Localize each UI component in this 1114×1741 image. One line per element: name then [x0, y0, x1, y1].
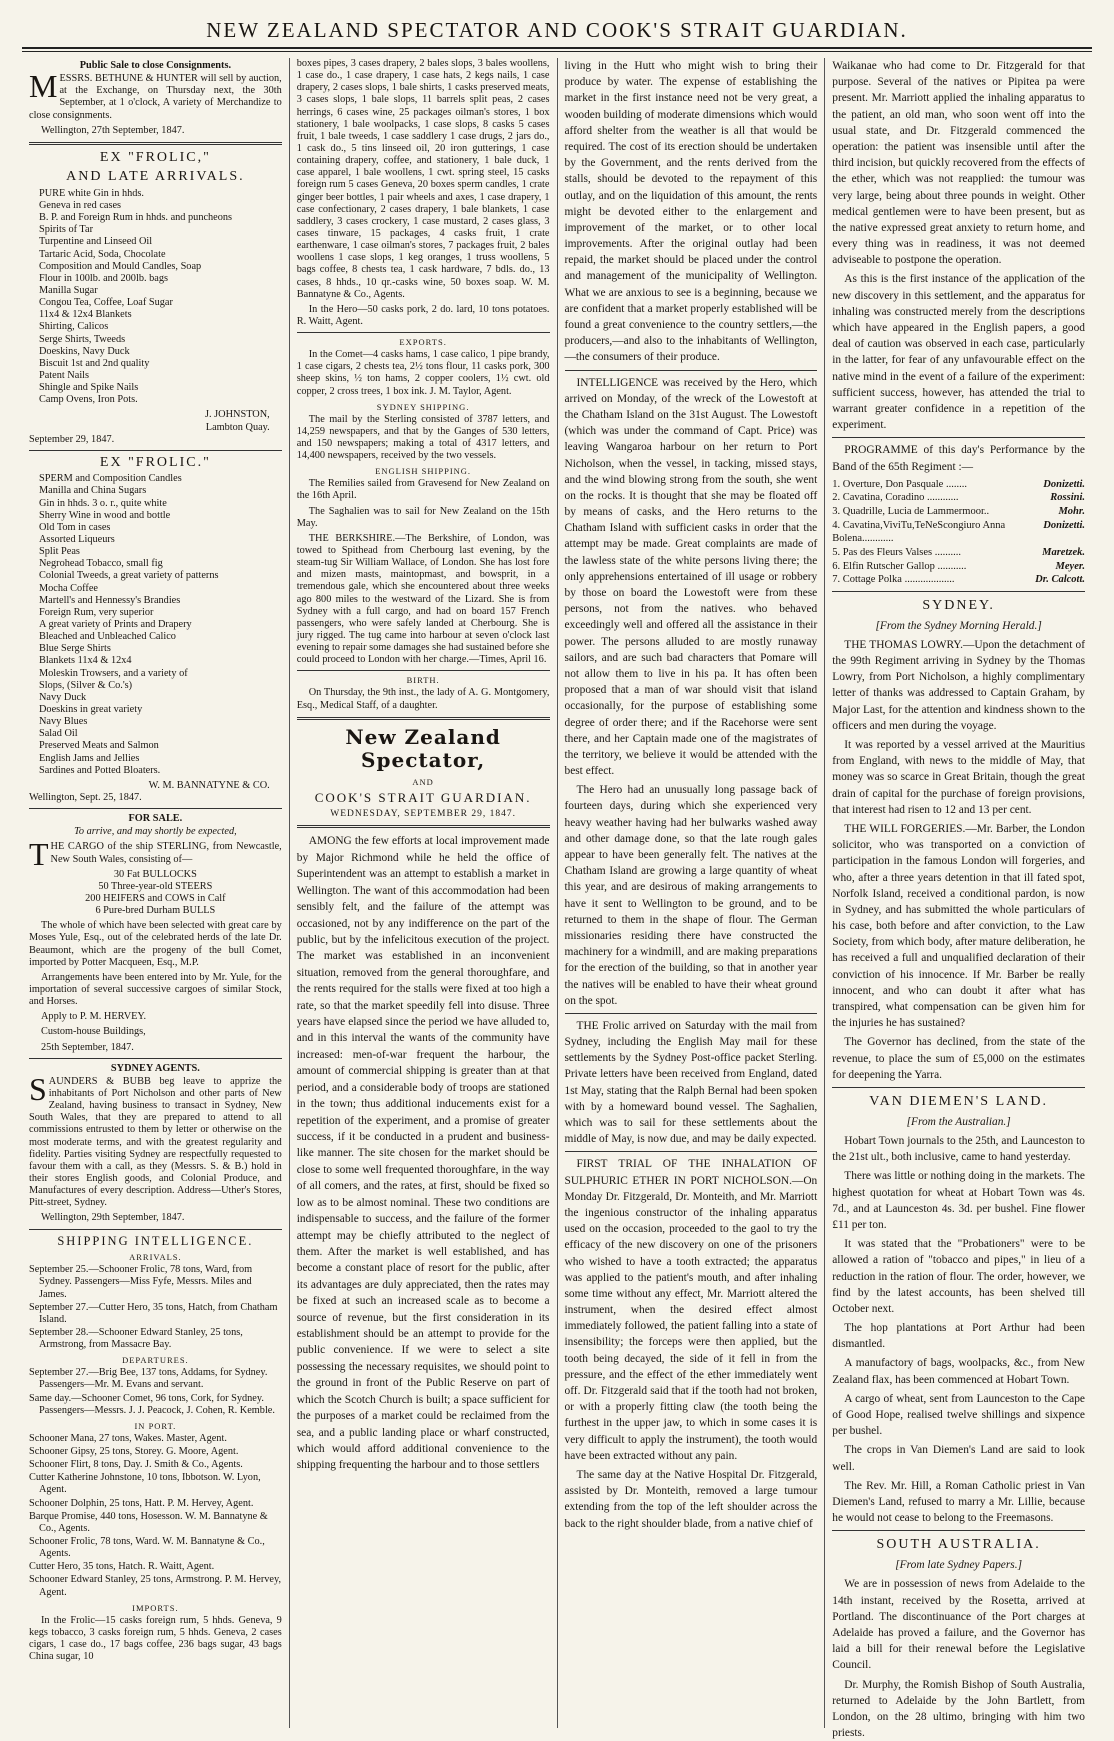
- forsale-date: 25th September, 1847.: [29, 1042, 282, 1054]
- list-item: Blue Serge Shirts: [39, 643, 282, 655]
- columns: [22, 58, 1092, 1728]
- list-item: Sardines and Potted Bloaters.: [39, 765, 282, 777]
- list-item: Manilla Sugar: [39, 285, 282, 297]
- vdl-p7: The crops in Van Diemen's Land are said to look well.: [832, 1442, 1085, 1474]
- sa-p2: Dr. Murphy, the Romish Bishop of South Australia, returned to Adelaide by the John Bartlett, from London, on the 28 ultimo, bringing with him two priests.: [832, 1677, 1085, 1741]
- list-item: Congou Tea, Coffee, Loaf Sugar: [39, 297, 282, 309]
- programme-item: 6. Elfin Rutscher Gallop ........... Meyer.: [832, 560, 1085, 574]
- forsale-location: Custom-house Buildings,: [29, 1026, 282, 1038]
- divider: [565, 1151, 818, 1152]
- shipping-entry: September 27.—Cutter Hero, 35 tons, Hatch, from Chatham Island.: [29, 1302, 282, 1326]
- list-item: Moleskin Trowsers, and a variety of: [39, 668, 282, 680]
- frolic1-subtitle: AND LATE ARRIVALS.: [29, 169, 282, 186]
- list-item: Split Peas: [39, 546, 282, 558]
- shipping-entry: Schooner Frolic, 78 tons, Ward. W. M. Bannatyne & Co., Agents.: [29, 1536, 282, 1560]
- sale-body: MESSRS. BETHUNE & HUNTER will sell by auction, at the Exchange, on Thursday next, the 30th September, at 1 o'clock, A variety of Merchandize to close consignments.: [29, 73, 282, 122]
- list-item: Bleached and Unbleached Calico: [39, 631, 282, 643]
- frolic1-list: [29, 188, 282, 407]
- english-shipping-title: ENGLISH SHIPPING.: [297, 466, 550, 476]
- list-item: Martell's and Hennessy's Brandies: [39, 595, 282, 607]
- sale-title: Public Sale to close Consignments.: [29, 60, 282, 72]
- frolic2-list: [29, 473, 282, 777]
- list-item: Foreign Rum, very superior: [39, 607, 282, 619]
- list-item: 50 Three-year-old STEERS: [29, 881, 282, 893]
- list-item: Tartaric Acid, Soda, Chocolate: [39, 249, 282, 261]
- frolic2-date: Wellington, Sept. 25, 1847.: [29, 792, 282, 804]
- sa-p1: We are in possession of news from Adelaide to the 14th instant, received by the Rosetta, arrived at Portland. The discontinuance of the Port charges at Adelaide has proved a failure, and the Governor has laid a bill for their renewal before the Legislative Council.: [832, 1576, 1085, 1673]
- english-shipping-p2: The Saghalien was to sail for New Zealand on the 15th May.: [297, 506, 550, 530]
- frolic1-signature: J. JOHNSTON,: [29, 409, 282, 421]
- lowestoft-wreck: INTELLIGENCE was received by the Hero, which arrived on Monday, of the wreck of the Lowestoft at the Chatham Island on the 31st August. The Lowestoft (which was under the command of Capt. Price) was leaving Wangaroa harbour on her return to Port Nicholson, when the vessel, in tacking, missed stays, and the wind blowing strong from the south, she went on the rocks. It is thought that she may be floated off by means of casks, and the Hero returns to the Chatham Island with sufficient casks in order that the attempt may be made. Great complaints are made of the lawless state of the white persons living there; the only apprehensions entertained of ill usage or robbery by those on board the Lowestoft were from these persons, not from the natives. who behaved exceedingly well and offered all the assistance in their power. The persons alluded to are mostly runaway sailors, and are such bad characters that Pomare will not allow them to live in his pa. It has often been proposed that a man of war should visit that island occasionally, for the purpose of establishing some degree of order there; and if the Racehorse were sent there, and her Captain made one of the magistrates of the territory, we believe it would be attended with the best effect.: [565, 375, 818, 780]
- list-item: 200 HEIFERS and COWS in Calf: [29, 893, 282, 905]
- agents-body: SAUNDERS & BUBB beg leave to apprize the inhabitants of Port Nicholson and other parts of New Zealand, having business to transact in Sydney, New South Wales, that they are prepared to attend to all commissions entrusted to them by letter or otherwise on the most moderate terms, and with the greatest regularity and fidelity. Parties visiting Sydney are respectfully requested to favour them with a call, as they (Messrs. S. & B.) hold in their stores English goods, and Colonial Produce, and Manufactures of every description. Address—Uther's Stores, Pitt-street, Sydney.: [29, 1076, 282, 1210]
- divider: [832, 1087, 1085, 1088]
- frolic-mail: THE Frolic arrived on Saturday with the mail from Sydney, including the English May mail for these settlements by the Sydney Post-office packet Sterling. Private letters have been received from England, dated 1st May, stating that the Ralph Bernal had been spoken with by a homeward bound vessel. The Saghalien, which was to sail for these settlements about the middle of May, is now due, and may be daily expected.: [565, 1018, 818, 1148]
- list-item: English Jams and Jellies: [39, 753, 282, 765]
- list-item: B. P. and Foreign Rum in hhds. and puncheons: [39, 212, 282, 224]
- list-item: Biscuit 1st and 2nd quality: [39, 358, 282, 370]
- sydney-shipping-title: SYDNEY SHIPPING.: [297, 402, 550, 412]
- list-item: SPERM and Composition Candles: [39, 473, 282, 485]
- list-item: Camp Ovens, Iron Pots.: [39, 394, 282, 406]
- list-item: PURE white Gin in hhds.: [39, 188, 282, 200]
- divider: [832, 437, 1085, 438]
- shipping-entry: Same day.—Schooner Comet, 96 tons, Cork, for Sydney. Passengers—Messrs. J. J. Peacock, J. Cohen, R. Kemble.: [29, 1393, 282, 1417]
- shipping-entry: September 28.—Schooner Edward Stanley, 25 tons, Armstrong, from Massacre Bay.: [29, 1327, 282, 1351]
- shipping-entry: September 25.—Schooner Frolic, 78 tons, Ward, from Sydney. Passengers—Miss Fyfe, Messrs. Miles and James.: [29, 1264, 282, 1300]
- shipping-entry: Cutter Hero, 35 tons, Hatch. R. Waitt, Agent.: [29, 1561, 282, 1573]
- imports-hero: In the Hero—50 casks pork, 2 do. lard, 10 tons potatoes. R. Waitt, Agent.: [297, 304, 550, 328]
- english-shipping-p3: THE BERKSHIRE.—The Berkshire, of London, was towed to Spithead from Cherbourg last evening, by the steam-tug Sir William Wallace, of London. She has lost fore and mizen masts, maintopmast, and bowsprit, in a tremendous gale, which she encountered about three weeks ago 800 miles to the westward of the Lizard. She is from Sydney with a full cargo, and had on board 157 French passengers, who were safely landed at Cherbourg. She is jury rigged. The tug came into harbour at seven o'clock last evening to repair some damages she had sustained before she could proceed to London with her charge.—Times, April 16.: [297, 533, 550, 667]
- forsale-list: [29, 869, 282, 918]
- vdl-p2: There was little or nothing doing in the markets. The highest quotation for wheat at Hobart Town was 4s. 7d., and at Launceston 4s. 3d. per bushel. Fine flower £11 per ton.: [832, 1168, 1085, 1233]
- divider: [29, 142, 282, 145]
- hero-passage: The Hero had an unusually long passage back of fourteen days, during which she experienced very heavy weather having had her bulwarks washed away and other damage done, so that the late rough gales appear to have been generally felt. The natives at the Chatham Island are growing a large quantity of wheat this year, and are desirous of making arrangements to have it sent to Wellington to be ground, and to be returned to them in the shape of flour. The German missionaries residing there have constructed the machinery for a windmill, and are making preparations for the erection of the building, so that in another year the natives will be enabled to have their wheat ground on the spot.: [565, 782, 818, 1009]
- vdl-p8: The Rev. Mr. Hill, a Roman Catholic priest in Van Diemen's Land, refused to marry a Mr. Lillie, because he would not cease to belong to the Freemasons.: [832, 1478, 1085, 1527]
- list-item: 11x4 & 12x4 Blankets: [39, 309, 282, 321]
- list-item: A great variety of Prints and Drapery: [39, 619, 282, 631]
- sydney-source: [From the Sydney Morning Herald.]: [832, 618, 1085, 634]
- forsale-body: THE CARGO of the ship STERLING, from Newcastle, New South Wales, consisting of—: [29, 841, 282, 865]
- vdl-p5: A manufactory of bags, woolpacks, &c., from New Zealand flax, has been commenced at Hobart Town.: [832, 1355, 1085, 1387]
- shipping-entry: Cutter Katherine Johnstone, 10 tons, Ibbotson. W. Lyon, Agent.: [29, 1472, 282, 1496]
- frolic1-date: September 29, 1847.: [29, 434, 282, 446]
- paper-and: AND: [297, 777, 550, 787]
- forsale-body2: The whole of which have been selected with great care by Moses Yule, Esq., out of the celebrated herds of the late Dr. Beaumont, which are the progeny of the bull Comet, imported by Potter Macqueen, Esq., M.P.: [29, 920, 282, 969]
- shipping-entry: Schooner Edward Stanley, 25 tons, Armstrong. P. M. Hervey, Agent.: [29, 1574, 282, 1598]
- list-item: Turpentine and Linseed Oil: [39, 236, 282, 248]
- shipping-entry: Schooner Flirt, 8 tons, Day. J. Smith & Co., Agents.: [29, 1459, 282, 1471]
- list-item: Composition and Mould Candles, Soap: [39, 261, 282, 273]
- column-4: [825, 58, 1092, 1728]
- shipping-entry: Schooner Mana, 27 tons, Wakes. Master, Agent.: [29, 1433, 282, 1445]
- vdl-p4: The hop plantations at Port Arthur had been dismantled.: [832, 1320, 1085, 1352]
- editorial-body: AMONG the few efforts at local improvement made by Major Richmond while he held the office of Superintendent was an attempt to establish a market in Wellington. The want of this accommodation had been sensibly felt, and the failure of the attempt was occasioned, not by any indifference on the part of the public, but by the infelicitous execution of the project. The market was established in an inconvenient situation, removed from the general thoroughfare, and the rents required for the stalls were fixed at too high a rate, so that the market speedily fell into disuse. Three years have elapsed since the period we have alluded to, and in this interval the wants of the community have increased: men-of-war frequent the harbour, the amount of commercial shipping is greater than at that period, and a considerable body of troops are stationed in the town; thus additional inducements exist for a repetition of the experiment, and a promise of greater success, if it be conducted in a prudent and business-like manner. The site chosen for the market should be close to some well frequented thoroughfare, in the way of all comers, and the rates, at first, should be fixed so low as to be almost nominal. These two conditions are indispensable to success, and the failure of the former attempt may be chiefly attributed to the neglect of them. After the market is well established, and has become a constant place of resort for the public, after its advantages are duly appreciated, then the rates may be fixed at such an increased scale as to become a source of revenue, but the first consideration in its establishment should be an attempt to provide for the public convenience. If we were to select a site possessing the necessary requisites, we should point to the ground in front of the Public Reserve on part of which the Scotch Church is built; a space sufficient for the purposes of a market could be reclaimed from the sea, and a public landing place or wharf constructed, which would afford additional convenience to the shipping frequenting the harbour and to those settlers: [297, 833, 550, 1473]
- exports-body: In the Comet—4 casks hams, 1 case calico, 1 pipe brandy, 1 case cigars, 2 chests tea, 2½ tons flour, 11 casks pork, 300 sheep skins, ½ ton hams, 2 copper coolers, 1½ cwt. old copper, 2 cross trees, 1 box ink. J. M. Taylor, Agent.: [297, 349, 550, 398]
- sydney-p3: THE WILL FORGERIES.—Mr. Barber, the London solicitor, who was transported on a conviction of participation in the famous London will forgeries, and who, after a three years detention in that ill fated spot, Norfolk Island, received a conditional pardon, is now in Sydney, and has submitted the whole particulars of his case, both before and after conviction, to the Law Society, from which body, after mature deliberation, he has received a full and unqualified declaration of their conviction of his innocence. If Mr. Barber be really innocent, and who can doubt it after what has transpired, what compensation can be given him for the injuries he has sustained?: [832, 821, 1085, 1031]
- list-item: Doeskins, Navy Duck: [39, 346, 282, 358]
- divider: [565, 370, 818, 371]
- list-item: Old Tom in cases: [39, 522, 282, 534]
- agents-title: SYDNEY AGENTS.: [29, 1063, 282, 1075]
- sydney-shipping-body: The mail by the Sterling consisted of 3787 letters, and 14,259 newspapers, and that by the Ganges of 530 letters, and 150 newspapers; making a total of 4317 letters, and 14,400 newspapers, received by the two vessels.: [297, 414, 550, 463]
- vdl-p1: Hobart Town journals to the 25th, and Launceston to the 21st ult., both inclusive, came to hand yesterday.: [832, 1133, 1085, 1165]
- forsale-subtitle: To arrive, and may shortly be expected,: [29, 826, 282, 838]
- sale-date: Wellington, 27th September, 1847.: [29, 125, 282, 137]
- frolic1-title: EX "FROLIC,": [29, 150, 282, 167]
- programme-item: 1. Overture, Don Pasquale ........ Donizetti.: [832, 478, 1085, 492]
- column-1: [22, 58, 290, 1728]
- frolic2-signature: W. M. BANNATYNE & CO.: [29, 780, 282, 792]
- list-item: Shirting, Calicos: [39, 321, 282, 333]
- vdl-p6: A cargo of wheat, sent from Launceston to the Cape of Good Hope, realised twelve shillings and sixpence per bushel.: [832, 1391, 1085, 1440]
- vdl-title: VAN DIEMEN'S LAND.: [832, 1092, 1085, 1112]
- programme-item: 2. Cavatina, Coradino ............ Rossini.: [832, 491, 1085, 505]
- list-item: Flour in 100lb. and 200lb. bags: [39, 273, 282, 285]
- divider: [297, 825, 550, 828]
- divider: [29, 450, 282, 451]
- native-hospital: The same day at the Native Hospital Dr. Fitzgerald, assisted by Dr. Monteith, removed a large tumour extending from the top of the left shoulder across the back to the right shoulder blade, from a native chief of: [565, 1467, 818, 1532]
- shipping-title: SHIPPING INTELLIGENCE.: [29, 1234, 282, 1249]
- inport-title: IN PORT.: [29, 1421, 282, 1431]
- column-3: [558, 58, 826, 1728]
- list-item: Colonial Tweeds, a great variety of patterns: [39, 570, 282, 582]
- departures-title: DEPARTURES.: [29, 1355, 282, 1365]
- divider: [29, 1229, 282, 1230]
- birth-title: BIRTH.: [297, 675, 550, 685]
- programme-list: [832, 478, 1085, 587]
- list-item: Serge Shirts, Tweeds: [39, 334, 282, 346]
- divider: [297, 717, 550, 720]
- operation-conclusion: As this is the first instance of the application of the new discovery in this settlement, and the apparatus for inhaling was constructed merely from the descriptions which have appeared in the English papers, a good deal of caution was observed in each case, particularly in the latter, for fear of any unfavourable effect on the native mind in the event of a failure of the experiment: sufficient success, however, has attended the trial to warrant greater confidence in a repetition of the experiment.: [832, 271, 1085, 433]
- forsale-title: FOR SALE.: [29, 813, 282, 825]
- list-item: Shingle and Spike Nails: [39, 382, 282, 394]
- imports-body: In the Frolic—15 casks foreign rum, 5 hhds. Geneva, 9 kegs tobacco, 3 casks foreign rum, 5 hhds. Geneva, 2 cases cigars, 1 case do., 17 bags coffee, 236 bags sugar, 43 bags China sugar, 10: [29, 1615, 282, 1664]
- shipping-entry: Schooner Dolphin, 25 tons, Hatt. P. M. Hervey, Agent.: [29, 1498, 282, 1510]
- exports-title: EXPORTS.: [297, 337, 550, 347]
- divider: [565, 1013, 818, 1014]
- list-item: Blankets 11x4 & 12x4: [39, 655, 282, 667]
- list-item: Assorted Liqueurs: [39, 534, 282, 546]
- list-item: Geneva in red cases: [39, 200, 282, 212]
- list-item: Patent Nails: [39, 370, 282, 382]
- birth-body: On Thursday, the 9th inst., the lady of A. G. Montgomery, Esq., Medical Staff, of a daughter.: [297, 687, 550, 711]
- editorial-continued: living in the Hutt who might wish to bring their produce by water. The expense of establishing the market in the first instance need not be very great, a wooden building of moderate dimensions which would afford shelter from the weather is all that would be required. The cost of its erection should be undertaken by the Government, and the rents derived from the stalls, should be devoted to the repayment of this outlay, and on the liquidation of this amount, the rents might be devoted either to the enlargement and improvement of the market, or to other local improvements. After the original outlay had been repaid, the market should be placed under the control and management of the municipality of Wellington. What we are anxious to see is a beginning, because we are confident that a market properly established will be found a great convenience to the country settlers,—the producers,—and also to the inhabitants of Wellington,—the consumers of their produce.: [565, 58, 818, 366]
- list-item: Negrohead Tobacco, small fig: [39, 558, 282, 570]
- imports-continued: boxes pipes, 3 cases drapery, 2 bales slops, 3 bales woollens, 1 case do., 1 case drapery, 1 case hats, 2 kegs nails, 1 case drapery, 2 cases slops, 1 bale shirts, 1 casks preserved meats, 3 cases slops, 1 bale slops, 11 barrels split peas, 2 cases herrings, 6 cases wine, 25 packages oilman's stores, 1 box stationery, 1 bale woolpacks, 1 case slops, 8 casks 5 cases fruit, 1 bale tweeds, 1 case saddlery 1 case drugs, 2 jars do., 1 cask do., 5 tins linseed oil, 20 iron gutterings, 1 case containing drapery, coffee, and stationery, 1 bale duck, 1 case apparel, 1 bale woollens, 1 cwt. spring steel, 15 casks foreign rum 5 cases Geneva, 20 boxes sperm candles, 1 crate ginger beer bottles, 1 pair wheels and axes, 1 case drapery, 1 case confectionary, 2 cases drapery, 1 bale blankets, 1 case saddlery, 3 cases crockery, 1 case mustard, 2 cases glass, 3 cases tinware, 15 packages, 4 casks fruit, 1 crate earthenware, 1 case oilman's stores, 7 packages fruit, 2 bales woollens 1 case slops, 1 keg oranges, 1 truss woollens, 5 bags coffee, 8 chests tea, 1 cask hardware, 7 bdls. do., 13 cases, 8 hhds., 10 qr.-casks wine, 50 boxes soap. W. M. Bannatyne & Co., Agents.: [297, 58, 550, 301]
- list-item: Manilla and China Sugars: [39, 485, 282, 497]
- agents-date: Wellington, 29th September, 1847.: [29, 1212, 282, 1224]
- sa-title: SOUTH AUSTRALIA.: [832, 1535, 1085, 1555]
- forsale-body3: Arrangements have been entered into by Mr. Yule, for the importation of several successive cargoes of similar Stock, and Horses.: [29, 972, 282, 1008]
- list-item: Slops, (Silver & Co.'s): [39, 680, 282, 692]
- list-item: Mocha Coffee: [39, 583, 282, 595]
- list-item: Doeskins in great variety: [39, 704, 282, 716]
- paper-date: WEDNESDAY, SEPTEMBER 29, 1847.: [297, 809, 550, 820]
- divider: [832, 591, 1085, 592]
- list-item: 6 Pure-bred Durham BULLS: [29, 905, 282, 917]
- sydney-p1: THE THOMAS LOWRY.—Upon the detachment of the 99th Regiment arriving in Sydney by the Thomas Lowry, from Port Nicholson, a highly complimentary letter of thanks was addressed to Captain Graham, by Major Last, for the attention and kindness shown to the officers and men during the voyage.: [832, 637, 1085, 734]
- programme-item: 5. Pas des Fleurs Valses .......... Maretzek.: [832, 546, 1085, 560]
- divider: [29, 808, 282, 809]
- shipping-entry: Schooner Gipsy, 25 tons, Storey. G. Moore, Agent.: [29, 1446, 282, 1458]
- paper-title: New Zealand Spectator,: [297, 726, 550, 773]
- list-item: Navy Blues: [39, 716, 282, 728]
- list-item: Salad Oil: [39, 728, 282, 740]
- divider: [29, 1058, 282, 1059]
- operation-continued: Waikanae who had come to Dr. Fitzgerald for that purpose. Several of the natives or Pipitea pa were present. Mr. Marriott applied the inhaling apparatus to the patient, an old man, who soon went off into the usual state, and Dr. Fitzgerald commenced the operation: the patient was insensible until after the third incision, but quickly recovered from the effects of the ether, which was not reapplied: the tumour was very large, being about three pounds in weight. Other medical gentlemen were to have been present, but as the native expressed great anxiety to return home, and every thing was in readiness, it was not deemed adviseable to postpone the operation.: [832, 58, 1085, 268]
- paper-subtitle: COOK'S STRAIT GUARDIAN.: [297, 790, 550, 805]
- vdl-p3: It was stated that the "Probationers" were to be allowed a ration of "tobacco and pipes," in lieu of a reduction in the ration of flour. The order, however, we find by the latest accounts, has been shelved till October next.: [832, 1236, 1085, 1317]
- masthead: NEW ZEALAND SPECTATOR AND COOK'S STRAIT GUARDIAN.: [22, 18, 1092, 43]
- programme-intro: PROGRAMME of this day's Performance by the Band of the 65th Regiment :—: [832, 442, 1085, 474]
- imports-title: IMPORTS.: [29, 1603, 282, 1613]
- ether-trial: FIRST TRIAL OF THE INHALATION OF SULPHURIC ETHER IN PORT NICHOLSON.—On Monday Dr. Fitzgerald, Dr. Monteith, and Mr. Marriott the ingenious constructor of the inhaling apparatus used on the occasion, proceeded to the gaol to try the efficacy of the new discovery on one of the prisoners who wished to have a tooth extracted; the apparatus was applied to the patient's mouth, and after inhaling some time without any effect, Mr. Marriott altered the instrument, when the desired effect almost immediately followed, the patient falling into a state of insensibility; the forceps were then applied, but the tooth being decayed, the side of it fell in from the pressure, and the effect of the ether immediately went off. Dr. Fitzgerald said that if the tooth had not broken, or with a properly fitting claw (the tooth being the furthest in the upper jaw, to which in some cases it is very difficult to apply the instrument), the tooth would have been extracted without any pain.: [565, 1156, 818, 1464]
- sydney-p4: The Governor has declined, from the state of the revenue, to place the sum of £5,000 on the estimates for deepening the Yarra.: [832, 1034, 1085, 1083]
- english-shipping-p1: The Remilies sailed from Gravesend for New Zealand on the 16th April.: [297, 478, 550, 502]
- divider: [297, 332, 550, 333]
- divider: [832, 1530, 1085, 1531]
- vdl-source: [From the Australian.]: [832, 1114, 1085, 1130]
- list-item: Gin in hhds. 3 o. r., quite white: [39, 498, 282, 510]
- list-item: Preserved Meats and Salmon: [39, 740, 282, 752]
- column-2: [290, 58, 558, 1728]
- arrivals-title: ARRIVALS.: [29, 1252, 282, 1262]
- masthead-rule: [22, 47, 1092, 52]
- frolic1-signature-address: Lambton Quay.: [29, 422, 282, 434]
- sydney-title: SYDNEY.: [832, 596, 1085, 616]
- programme-item: 7. Cottage Polka ................... Dr. Calcott.: [832, 573, 1085, 587]
- programme-item: 3. Quadrille, Lucia de Lammermoor.. Mohr.: [832, 505, 1085, 519]
- list-item: 30 Fat BULLOCKS: [29, 869, 282, 881]
- shipping-entry: September 27.—Brig Bee, 137 tons, Addams, for Sydney. Passengers—Mr. M. Evans and servant.: [29, 1367, 282, 1391]
- sa-source: [From late Sydney Papers.]: [832, 1557, 1085, 1573]
- frolic2-title: EX "FROLIC.": [29, 455, 282, 472]
- programme-item: 4. Cavatina,ViviTu,TeNeScongiuro Anna Bolena............ Donizetti.: [832, 519, 1085, 546]
- sydney-p2: It was reported by a vessel arrived at the Mauritius from England, with news to the middle of May, that money was so scarce in Great Britain, though the great drain of capital for the purchase of foreign provisions, that interest had risen to 12 and 13 per cent.: [832, 737, 1085, 818]
- forsale-apply: Apply to P. M. HERVEY.: [29, 1011, 282, 1023]
- list-item: Navy Duck: [39, 692, 282, 704]
- list-item: Spirits of Tar: [39, 224, 282, 236]
- divider: [297, 670, 550, 671]
- shipping-entry: Barque Promise, 440 tons, Hosesson. W. M. Bannatyne & Co., Agents.: [29, 1511, 282, 1535]
- list-item: Sherry Wine in wood and bottle: [39, 510, 282, 522]
